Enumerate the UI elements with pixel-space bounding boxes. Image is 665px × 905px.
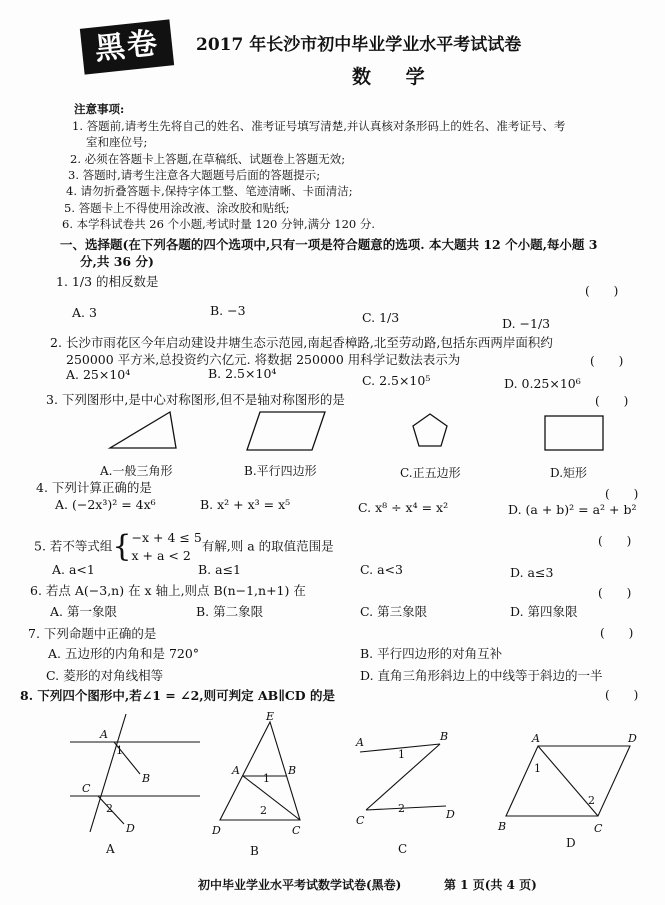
svg-text:A: A bbox=[356, 736, 364, 749]
q2-option-c: C. 2.5×10⁵ bbox=[362, 373, 431, 388]
logo: 黑卷 bbox=[80, 19, 174, 74]
q5-inequality-1: −x + 4 ≤ 5 bbox=[131, 530, 202, 545]
question-2-stem-cont: 250000 平方米,总投资约六亿元. 将数据 250000 用科学记数法表示为 bbox=[66, 352, 461, 367]
note-item: 1. 答题前,请考生先将自己的姓名、准考证号填写清楚,并认真核对条形码上的姓名、准考证号、考 bbox=[72, 119, 566, 133]
q5-stem-pre: 5. 若不等式组 bbox=[34, 538, 113, 554]
answer-bracket: ( ) bbox=[605, 688, 639, 702]
svg-text:D: D bbox=[126, 822, 135, 835]
pentagon-shape bbox=[413, 414, 447, 446]
section-heading-cont: 分,共 36 分) bbox=[80, 254, 154, 269]
answer-bracket: ( ) bbox=[605, 487, 639, 501]
svg-text:A: A bbox=[100, 728, 108, 741]
q3-option-a: A.一般三角形 bbox=[100, 464, 173, 478]
svg-text:B: B bbox=[142, 772, 151, 785]
q1-option-c: C. 1/3 bbox=[362, 310, 400, 325]
q2-option-d: D. 0.25×10⁶ bbox=[504, 376, 581, 391]
svg-text:1: 1 bbox=[116, 744, 123, 757]
question-1-stem: 1. 1/3 的相反数是 bbox=[56, 274, 159, 289]
q6-option-c: C. 第三象限 bbox=[360, 604, 428, 619]
q2-option-b: B. 2.5×10⁴ bbox=[208, 366, 277, 381]
svg-text:C: C bbox=[82, 782, 91, 795]
svg-text:A: A bbox=[532, 732, 540, 745]
svg-text:2: 2 bbox=[398, 802, 405, 815]
subject-title: 数 学 bbox=[352, 66, 439, 88]
question-2-stem: 2. 长沙市雨花区今年启动建设井塘生态示范园,南起香樟路,北至劳动路,包括东西两岸面积约 bbox=[50, 335, 553, 350]
parallelogram-shape bbox=[247, 412, 325, 450]
section-heading: 一、选择题(在下列各题的四个选项中,只有一项是符合题意的选项. 本大题共 12 个小题,每小题 3 bbox=[60, 237, 598, 252]
svg-text:1: 1 bbox=[398, 748, 405, 761]
q7-option-c: C. 菱形的对角线相等 bbox=[46, 668, 164, 683]
q1-option-a: A. 3 bbox=[72, 305, 97, 320]
answer-bracket: ( ) bbox=[598, 534, 632, 548]
question-3-stem: 3. 下列图形中,是中心对称图形,但不是轴对称图形的是 bbox=[46, 392, 345, 407]
q4-option-c: C. x⁸ ÷ x⁴ = x² bbox=[358, 500, 449, 515]
svg-text:D: D bbox=[212, 824, 221, 837]
svg-text:D: D bbox=[628, 732, 637, 745]
answer-bracket: ( ) bbox=[595, 394, 629, 408]
q3-option-c: C.正五边形 bbox=[400, 466, 461, 480]
q8-figures bbox=[60, 712, 650, 842]
svg-text:B: B bbox=[440, 730, 449, 743]
page-number: 第 1 页(共 4 页) bbox=[444, 878, 537, 892]
question-8-stem: 8. 下列四个图形中,若∠1 = ∠2,则可判定 AB∥CD 的是 bbox=[20, 688, 335, 703]
svg-text:E: E bbox=[266, 712, 275, 723]
svg-text:C: C bbox=[356, 814, 365, 827]
q4-option-d: D. (a + b)² = a² + b² bbox=[508, 502, 637, 517]
note-item: 6. 本学科试卷共 26 个小题,考试时量 120 分钟,满分 120 分. bbox=[62, 217, 376, 231]
q7-option-a: A. 五边形的内角和是 720° bbox=[48, 646, 200, 661]
q4-option-a: A. (−2x³)² = 4x⁶ bbox=[55, 497, 156, 512]
figure-d bbox=[506, 746, 630, 816]
q5-inequality-2: x + a < 2 bbox=[131, 548, 191, 563]
rectangle-shape bbox=[545, 416, 603, 450]
q6-option-a: A. 第一象限 bbox=[50, 604, 117, 619]
svg-text:B: B bbox=[288, 764, 297, 777]
answer-bracket: ( ) bbox=[585, 284, 619, 298]
question-5-stem: 5. 若不等式组{−x + 4 ≤ 5 x + a < 2有解,则 a 的取值范围是 bbox=[34, 529, 334, 564]
figure-a bbox=[70, 714, 200, 832]
svg-text:2: 2 bbox=[260, 804, 267, 817]
triangle-shape bbox=[110, 412, 176, 448]
q4-option-b: B. x² + x³ = x⁵ bbox=[200, 497, 291, 512]
q5-option-a: A. a<1 bbox=[52, 562, 95, 577]
svg-text:1: 1 bbox=[534, 762, 541, 775]
q7-option-b: B. 平行四边形的对角互补 bbox=[360, 646, 503, 661]
q5-stem-post: 有解,则 a 的取值范围是 bbox=[201, 538, 334, 554]
question-7-stem: 7. 下列命题中正确的是 bbox=[28, 626, 157, 641]
note-item: 5. 答题卡上不得使用涂改液、涂改胶和贴纸; bbox=[64, 201, 290, 215]
svg-text:2: 2 bbox=[106, 802, 113, 815]
q5-option-c: C. a<3 bbox=[360, 562, 403, 577]
q1-option-b: B. −3 bbox=[210, 303, 246, 318]
answer-bracket: ( ) bbox=[600, 626, 634, 640]
answer-bracket: ( ) bbox=[598, 586, 632, 600]
svg-text:2: 2 bbox=[588, 794, 595, 807]
note-item: 3. 答题时,请考生注意各大题题号后面的答题提示; bbox=[68, 168, 321, 182]
svg-text:A: A bbox=[232, 764, 240, 777]
note-item: 2. 必须在答题卡上答题,在草稿纸、试题卷上答题无效; bbox=[70, 152, 346, 166]
q8-option-c: C bbox=[398, 842, 408, 856]
q5-option-b: B. a≤1 bbox=[198, 562, 242, 577]
q3-shapes bbox=[100, 410, 630, 460]
svg-text:1: 1 bbox=[263, 772, 270, 785]
q8-option-a: A bbox=[106, 842, 115, 856]
q8-option-b: B bbox=[250, 844, 259, 858]
svg-text:D: D bbox=[446, 808, 455, 821]
q3-option-b: B.平行四边形 bbox=[244, 464, 317, 478]
footer-title: 初中毕业学业水平考试数学试卷(黑卷) bbox=[198, 878, 402, 892]
q1-option-d: D. −1/3 bbox=[502, 316, 551, 331]
question-4-stem: 4. 下列计算正确的是 bbox=[36, 480, 152, 495]
q7-option-d: D. 直角三角形斜边上的中线等于斜边的一半 bbox=[360, 668, 603, 683]
note-item: 4. 请勿折叠答题卡,保持字体工整、笔迹清晰、卡面清洁; bbox=[66, 184, 353, 198]
svg-text:C: C bbox=[292, 824, 301, 837]
q5-option-d: D. a≤3 bbox=[510, 565, 554, 580]
exam-title: 2017 年长沙市初中毕业学业水平考试试卷 bbox=[196, 35, 522, 55]
note-item: 室和座位号; bbox=[86, 135, 148, 149]
q6-option-d: D. 第四象限 bbox=[510, 604, 578, 619]
notes-heading: 注意事项: bbox=[74, 102, 125, 116]
question-6-stem: 6. 若点 A(−3,n) 在 x 轴上,则点 B(n−1,n+1) 在 bbox=[30, 583, 306, 598]
svg-text:B: B bbox=[498, 820, 507, 833]
q8-option-d: D bbox=[566, 836, 576, 850]
q6-option-b: B. 第二象限 bbox=[196, 604, 264, 619]
q3-option-d: D.矩形 bbox=[550, 466, 588, 480]
q2-option-a: A. 25×10⁴ bbox=[66, 367, 131, 382]
svg-text:C: C bbox=[594, 822, 603, 835]
answer-bracket: ( ) bbox=[590, 354, 624, 368]
